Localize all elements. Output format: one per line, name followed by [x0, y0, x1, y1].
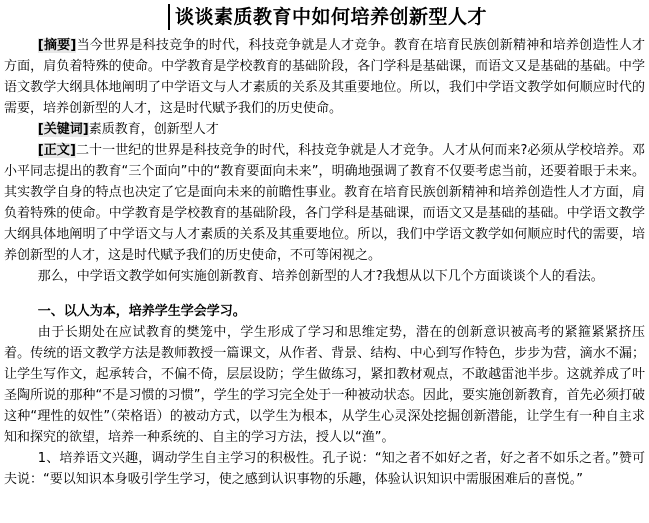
keywords-paragraph — [4, 119, 645, 140]
keywords-text: 素质教育，创新型人才 — [88, 122, 219, 137]
document-title: 谈谈素质教育中如何培养创新型人才 — [175, 6, 488, 28]
text-cursor — [168, 4, 170, 30]
document-body — [4, 35, 645, 490]
section-list-item: 1、培养语文兴趣，调动学生自主学习的积极性。孔子说：“知之者不如好之者，好之者不如乐之者。”赞可夫说：“要以知识本身吸引学生学习，使之感到认识事物的乐趣，体验认识知识中需服困难后的喜悦。” — [4, 451, 645, 487]
abstract-text: 当今世界是科技竞争的时代，科技竞争就是人才竞争。教育在培育民族创新精神和培养创造性人才方面，肩负着特殊的使命。中学教育是学校教育的基础阶段，各门学科是基础课，而语文又是基础的基础。中学语文教学大纲具体地阐明了中学语文与人才素质的关系及其重要地位。所以，我们中学语文教学如何顺应时代的需要，培养创新型的人才，这是时代赋予我们的历史使命。 — [4, 38, 645, 116]
main-text-paragraph — [4, 140, 645, 266]
section-paragraph: 由于长期处在应试教育的樊笼中，学生形成了学习和思维定势，潜在的创新意识被高考的紧箍紧紧挤压着。传统的语文教学方法是教师教授一篇课文，从作者、背景、结构、中心到写作特色，步步为营，滴水不漏；让学生写作文，起承转合，不偏不倚，层层设防；学生做练习，紧扣教材观点，不敢越雷池半步。这就养成了叶圣陶所说的那种“不是习惯的习惯”，学生的学习完全处于一种被动状态。因此，要实施创新教育，首先必须打破这种“理性的奴性”（荣格语）的被动方式，以学生为根本，从学生心灵深处挖掘创新潜能，让学生有一种自主求知和探究的欲望，培养一种系统的、自主的学习方法，授人以“渔”。 — [4, 325, 645, 445]
main-text-label: [正文] — [37, 143, 76, 158]
abstract-label: [摘要] — [37, 38, 77, 53]
transition-paragraph: 那么，中学语文教学如何实施创新教育、培养创新型的人才?我想从以下几个方面谈谈个人的看法。 — [37, 269, 604, 284]
blank-line — [4, 287, 645, 301]
section-heading: 一、以人为本，培养学生学会学习。 — [37, 304, 246, 319]
main-text-body: 二十一世纪的世界是科技竞争的时代，科技竞争就是人才竞争。人才从何而来?必须从学校培养。邓小平同志提出的教育“三个面向”中的“教育要面向未来”，明确地强调了教育不仅要考虑当前，还要着眼于未来。其实教学自身的特点也决定了它是面向未来的前瞻性事业。教育在培育民族创新精神和培养创造性人才方面，肩负着特殊的使命。中学教育是学校教育的基础阶段，各门学科是基础课，而语文又是基础的基础。中学语文教学大纲具体地阐明了中学语文与人才素质的关系及其重要地位。所以，我们中学语文教学如何顺应时代的需要，培养创新型的人才，这是时代赋予我们的历史使命，不可等闲视之。 — [4, 143, 645, 263]
abstract-paragraph — [4, 35, 645, 119]
keywords-label: [关键词] — [37, 122, 89, 137]
